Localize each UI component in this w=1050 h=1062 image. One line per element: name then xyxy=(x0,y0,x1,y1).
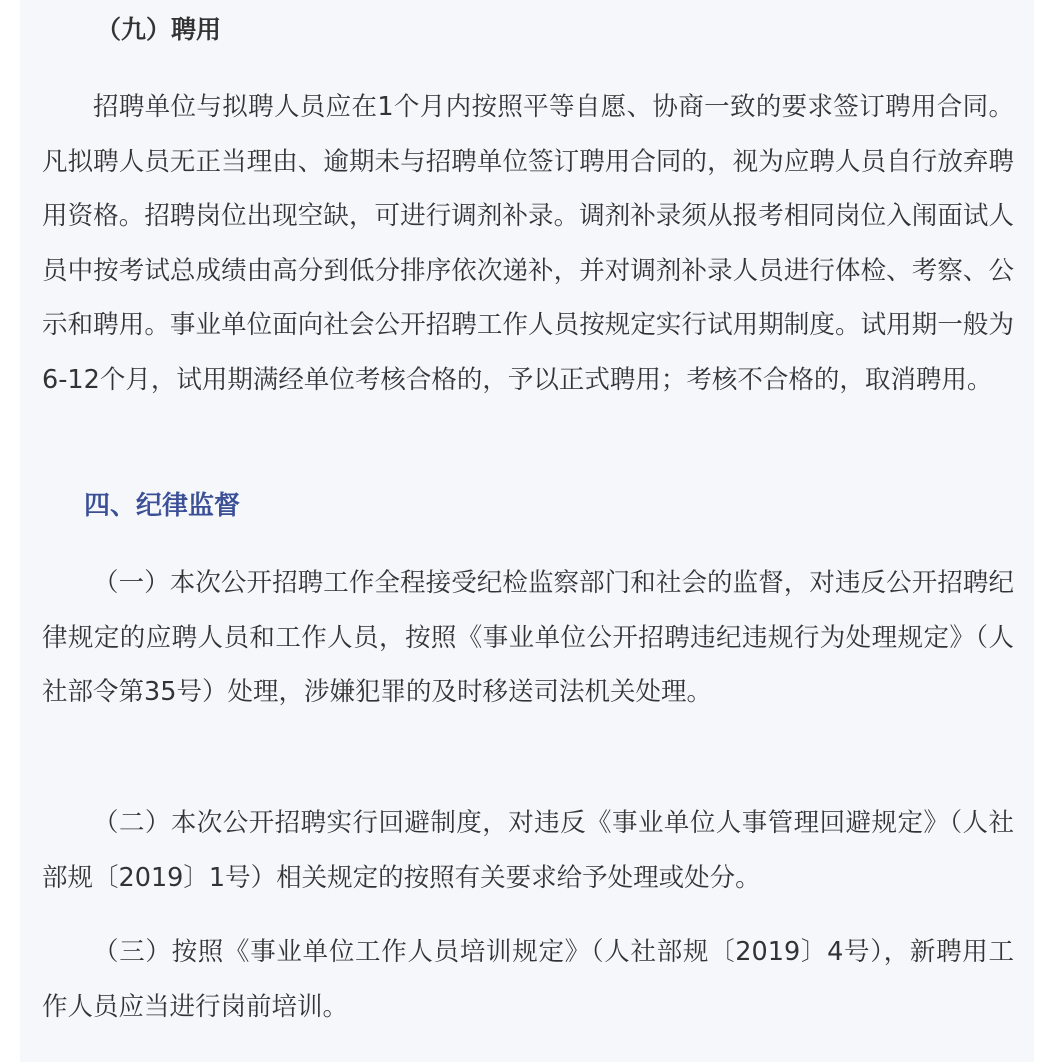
section-heading-discipline: 四、纪律监督 xyxy=(84,491,241,521)
subsection-heading-employment: （九）聘用 xyxy=(96,15,222,44)
paragraph-employment: 招聘单位与拟聘人员应在1个月内按照平等自愿、协商一致的要求签订聘用合同。凡拟聘人员无正当理由、逾期未与招聘单位签订聘用合同的，视为应聘人员自行放弃聘用资格。招聘岗位出现空缺，可进行调剂补录。调剂补录须从报考相同岗位入闱面试人员中按考试总成绩由高分到低分排序依次递补，并对调剂补录人员进行体检、考察、公示和聘用。事业单位面向社会公开招聘工作人员按规定实行试用期制度。试用期一般为6-12个月，试用期满经单位考核合格的，予以正式聘用；考核不合格的，取消聘用。 xyxy=(42,92,1014,395)
article-content xyxy=(20,0,1034,1062)
paragraph-supervision-3: （三）按照《事业单位工作人员培训规定》（人社部规〔2019〕4号），新聘用工作人员应当进行岗前培训。 xyxy=(42,937,1014,1022)
paragraph-supervision-2: （二）本次公开招聘实行回避制度，对违反《事业单位人事管理回避规定》（人社部规〔2019〕1号）相关规定的按照有关要求给予处理或处分。 xyxy=(42,808,1014,893)
paragraph-supervision-1: （一）本次公开招聘工作全程接受纪检监察部门和社会的监督，对违反公开招聘纪律规定的应聘人员和工作人员，按照《事业单位公开招聘违纪违规行为处理规定》（人社部令第35号）处理，涉嫌犯罪的及时移送司法机关处理。 xyxy=(42,568,1014,707)
